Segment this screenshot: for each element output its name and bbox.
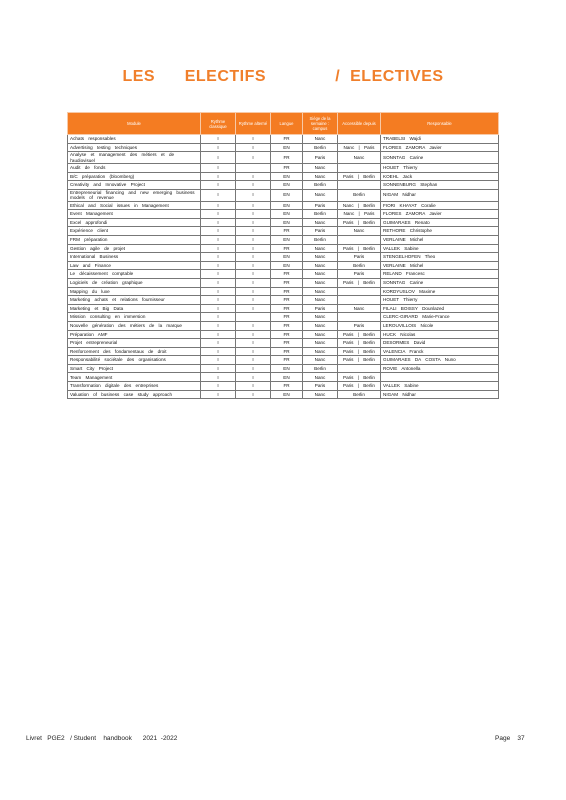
responsable-cell: FIORI KHAYAT Coralie xyxy=(381,201,499,210)
langue-cell: EN xyxy=(271,364,303,373)
siege-cell: Nanc xyxy=(303,253,338,262)
accessible-cell xyxy=(338,313,381,322)
siege-cell: Nanc xyxy=(303,261,338,270)
rythme-alterne-cell: I xyxy=(236,253,271,262)
rythme-alterne-cell: I xyxy=(236,135,271,144)
siege-cell: Paris xyxy=(303,201,338,210)
responsable-cell: RELAND Francesc xyxy=(381,270,499,279)
accessible-cell: Nanc xyxy=(338,304,381,313)
siege-cell: Nanc xyxy=(303,287,338,296)
module-cell: International Business xyxy=(68,253,201,262)
siege-cell: Paris xyxy=(303,152,338,164)
rythme-alterne-cell: I xyxy=(236,227,271,236)
table-row xyxy=(68,189,499,201)
responsable-cell: FLORES ZAMORA Javier xyxy=(381,143,499,152)
siege-cell: Nanc xyxy=(303,347,338,356)
table-row xyxy=(68,287,499,296)
siege-cell: Nanc xyxy=(303,390,338,399)
rythme-alterne-cell: I xyxy=(236,235,271,244)
table-row xyxy=(68,278,499,287)
siege-cell: Paris xyxy=(303,227,338,236)
rythme-alterne-cell: I xyxy=(236,210,271,219)
siege-cell: Nanc xyxy=(303,278,338,287)
rythme-classique-cell: I xyxy=(201,313,236,322)
table-row xyxy=(68,172,499,181)
module-cell: Entrepreneurial financing and new emerging business models of revenue xyxy=(68,189,201,201)
module-cell: Creativity and Innovative Project xyxy=(68,181,201,190)
rythme-classique-cell: I xyxy=(201,152,236,164)
accessible-cell xyxy=(338,235,381,244)
rythme-alterne-cell: I xyxy=(236,330,271,339)
langue-cell: FR xyxy=(271,287,303,296)
module-cell: Expérience client xyxy=(68,227,201,236)
table-row xyxy=(68,210,499,219)
accessible-cell xyxy=(338,296,381,305)
langue-cell: FR xyxy=(271,313,303,322)
rythme-classique-cell: I xyxy=(201,278,236,287)
rythme-alterne-cell: I xyxy=(236,287,271,296)
rythme-classique-cell: I xyxy=(201,135,236,144)
rythme-classique-cell: I xyxy=(201,287,236,296)
responsable-cell: ROVIE Antonella xyxy=(381,364,499,373)
responsable-cell: SONNTAG Carine xyxy=(381,278,499,287)
rythme-classique-cell: I xyxy=(201,261,236,270)
header-module: Module xyxy=(68,113,201,135)
rythme-alterne-cell: I xyxy=(236,321,271,330)
langue-cell: FR xyxy=(271,227,303,236)
page-title: LES ELECTIFS / ELECTIVES xyxy=(122,68,444,85)
table-row xyxy=(68,373,499,382)
accessible-cell: Nanc | Paris xyxy=(338,143,381,152)
rythme-classique-cell: I xyxy=(201,143,236,152)
langue-cell: FR xyxy=(271,296,303,305)
rythme-alterne-cell: I xyxy=(236,347,271,356)
siege-cell: Nanc xyxy=(303,244,338,253)
langue-cell: EN xyxy=(271,181,303,190)
table-row xyxy=(68,339,499,348)
responsable-cell: TRABELSI Wajdi xyxy=(381,135,499,144)
footer-page-number: Page 37 xyxy=(495,735,525,742)
siege-cell: Nanc xyxy=(303,189,338,201)
siege-cell: Nanc xyxy=(303,339,338,348)
rythme-alterne-cell: I xyxy=(236,181,271,190)
rythme-alterne-cell: I xyxy=(236,201,271,210)
module-cell: Renforcement des fondamentaux de droit xyxy=(68,347,201,356)
module-cell: B/C préparation (bloomberg) xyxy=(68,172,201,181)
table-row xyxy=(68,218,499,227)
langue-cell: EN xyxy=(271,172,303,181)
rythme-alterne-cell: I xyxy=(236,364,271,373)
rythme-classique-cell: I xyxy=(201,330,236,339)
responsable-cell: VALLEK Sabine xyxy=(381,382,499,391)
table-row xyxy=(68,321,499,330)
module-cell: Ethical and Social issues in Management xyxy=(68,201,201,210)
accessible-cell: Paris | Berlin xyxy=(338,172,381,181)
langue-cell: FR xyxy=(271,244,303,253)
module-cell: Marketing achats et relations fournisseur xyxy=(68,296,201,305)
module-cell: Analyse et management des métiers et de l'audiovisuel xyxy=(68,152,201,164)
rythme-alterne-cell: I xyxy=(236,296,271,305)
rythme-alterne-cell: I xyxy=(236,261,271,270)
siege-cell: Nanc xyxy=(303,296,338,305)
accessible-cell xyxy=(338,164,381,173)
table-header-row xyxy=(68,113,499,135)
table-row xyxy=(68,382,499,391)
siege-cell: Paris xyxy=(303,304,338,313)
module-cell: Projet entrepreneurial xyxy=(68,339,201,348)
accessible-cell: Paris | Berlin xyxy=(338,330,381,339)
rythme-alterne-cell: I xyxy=(236,356,271,365)
header-siege: Siège de la semaine : campus xyxy=(303,113,338,135)
responsable-cell: FLORES ZAMORA Javier xyxy=(381,210,499,219)
responsable-cell: SONNENBURG Stephan xyxy=(381,181,499,190)
siege-cell: Paris xyxy=(303,382,338,391)
responsable-cell: RETHORE Christophe xyxy=(381,227,499,236)
table-row xyxy=(68,261,499,270)
rythme-alterne-cell: I xyxy=(236,143,271,152)
rythme-alterne-cell: I xyxy=(236,270,271,279)
responsable-cell xyxy=(381,373,499,382)
accessible-cell: Berlin xyxy=(338,390,381,399)
rythme-classique-cell: I xyxy=(201,210,236,219)
accessible-cell: Paris | Berlin xyxy=(338,218,381,227)
table-body xyxy=(68,135,499,399)
accessible-cell xyxy=(338,364,381,373)
module-cell: Smart City Project xyxy=(68,364,201,373)
table-row xyxy=(68,181,499,190)
siege-cell: Nanc xyxy=(303,356,338,365)
rythme-classique-cell: I xyxy=(201,172,236,181)
table-row xyxy=(68,227,499,236)
module-cell: Advertising testing techniques xyxy=(68,143,201,152)
table-row xyxy=(68,304,499,313)
table-row xyxy=(68,201,499,210)
electives-table xyxy=(67,112,499,399)
rythme-alterne-cell: I xyxy=(236,244,271,253)
rythme-classique-cell: I xyxy=(201,390,236,399)
responsable-cell: GUIMARAES DA COSTA Nuno xyxy=(381,356,499,365)
footer-handbook-label: Livret PGE2 / Student handbook 2021 -2022 xyxy=(26,735,178,742)
accessible-cell: Paris xyxy=(338,270,381,279)
rythme-classique-cell: I xyxy=(201,189,236,201)
module-cell: Gestion agile de projet xyxy=(68,244,201,253)
accessible-cell: Paris | Berlin xyxy=(338,339,381,348)
responsable-cell: CLERC-GIRARD Marie-France xyxy=(381,313,499,322)
siege-cell: Berlin xyxy=(303,143,338,152)
accessible-cell: Nanc xyxy=(338,152,381,164)
module-cell: Le décaissement comptable xyxy=(68,270,201,279)
table-row xyxy=(68,390,499,399)
table-row xyxy=(68,244,499,253)
module-cell: Préparation AMF xyxy=(68,330,201,339)
table-row xyxy=(68,143,499,152)
table-row xyxy=(68,330,499,339)
responsable-cell: VERLAINE Michel xyxy=(381,261,499,270)
siege-cell: Berlin xyxy=(303,181,338,190)
langue-cell: FR xyxy=(271,278,303,287)
responsable-cell: GUIMARAES Renato xyxy=(381,218,499,227)
responsable-cell: VALENCIA Franck xyxy=(381,347,499,356)
langue-cell: FR xyxy=(271,356,303,365)
langue-cell: FR xyxy=(271,135,303,144)
langue-cell: EN xyxy=(271,390,303,399)
rythme-classique-cell: I xyxy=(201,227,236,236)
langue-cell: EN xyxy=(271,218,303,227)
rythme-alterne-cell: I xyxy=(236,304,271,313)
rythme-classique-cell: I xyxy=(201,244,236,253)
module-cell: Logiciels de création graphique xyxy=(68,278,201,287)
langue-cell: EN xyxy=(271,235,303,244)
responsable-cell: NIGAM Nidhar xyxy=(381,390,499,399)
module-cell: Excel approfondi xyxy=(68,218,201,227)
responsable-cell: KOEHL Jack xyxy=(381,172,499,181)
accessible-cell xyxy=(338,135,381,144)
module-cell: Event Management xyxy=(68,210,201,219)
accessible-cell: Nanc xyxy=(338,227,381,236)
rythme-classique-cell: I xyxy=(201,364,236,373)
rythme-classique-cell: I xyxy=(201,382,236,391)
rythme-alterne-cell: I xyxy=(236,172,271,181)
langue-cell: FR xyxy=(271,164,303,173)
rythme-classique-cell: I xyxy=(201,181,236,190)
accessible-cell xyxy=(338,287,381,296)
header-responsable: Responsable xyxy=(381,113,499,135)
siege-cell: Nanc xyxy=(303,270,338,279)
accessible-cell: Paris | Berlin xyxy=(338,278,381,287)
accessible-cell: Paris | Berlin xyxy=(338,347,381,356)
rythme-alterne-cell xyxy=(236,313,271,322)
responsable-cell: NIGAM Nidhar xyxy=(381,189,499,201)
table-row xyxy=(68,253,499,262)
langue-cell: FR xyxy=(271,382,303,391)
langue-cell: FR xyxy=(271,347,303,356)
responsable-cell: VERLAINE Michel xyxy=(381,235,499,244)
siege-cell: Berlin xyxy=(303,235,338,244)
rythme-classique-cell: I xyxy=(201,339,236,348)
rythme-alterne-cell: I xyxy=(236,189,271,201)
responsable-cell: LEROUVILLOIS Nicole xyxy=(381,321,499,330)
rythme-alterne-cell: I xyxy=(236,278,271,287)
module-cell: Audit de fonds xyxy=(68,164,201,173)
accessible-cell: Nanc | Berlin xyxy=(338,201,381,210)
rythme-classique-cell: I xyxy=(201,373,236,382)
rythme-classique-cell: I xyxy=(201,347,236,356)
rythme-classique-cell: I xyxy=(201,218,236,227)
siege-cell: Nanc xyxy=(303,172,338,181)
langue-cell: EN xyxy=(271,261,303,270)
module-cell: Valuation of business case study approach xyxy=(68,390,201,399)
siege-cell: Berlin xyxy=(303,364,338,373)
langue-cell: FR xyxy=(271,152,303,164)
responsable-cell: SONNTAG Carine xyxy=(381,152,499,164)
rythme-classique-cell: I xyxy=(201,235,236,244)
table-row xyxy=(68,152,499,164)
rythme-alterne-cell: I xyxy=(236,373,271,382)
langue-cell: EN xyxy=(271,253,303,262)
rythme-alterne-cell: I xyxy=(236,390,271,399)
responsable-cell: DESORMES David xyxy=(381,339,499,348)
siege-cell: Nanc xyxy=(303,321,338,330)
accessible-cell: Paris | Berlin xyxy=(338,382,381,391)
langue-cell: EN xyxy=(271,210,303,219)
rythme-classique-cell: I xyxy=(201,304,236,313)
accessible-cell: Berlin xyxy=(338,261,381,270)
siege-cell: Nanc xyxy=(303,218,338,227)
responsable-cell: HOUET Thierry xyxy=(381,164,499,173)
table-row xyxy=(68,347,499,356)
accessible-cell: Paris xyxy=(338,253,381,262)
table-row xyxy=(68,164,499,173)
siege-cell: Nanc xyxy=(303,313,338,322)
table-row xyxy=(68,313,499,322)
accessible-cell: Berlin xyxy=(338,189,381,201)
siege-cell: Nanc xyxy=(303,135,338,144)
module-cell: Achats responsables xyxy=(68,135,201,144)
langue-cell: FR xyxy=(271,304,303,313)
module-cell: Nouvelle génération des métiers de la marque xyxy=(68,321,201,330)
rythme-alterne-cell: I xyxy=(236,382,271,391)
rythme-classique-cell: I xyxy=(201,270,236,279)
accessible-cell xyxy=(338,181,381,190)
rythme-classique-cell: I xyxy=(201,201,236,210)
responsable-cell: HOUET Thierry xyxy=(381,296,499,305)
responsable-cell: STENGELHOFEN Theo xyxy=(381,253,499,262)
rythme-alterne-cell: I xyxy=(236,152,271,164)
langue-cell: EN xyxy=(271,143,303,152)
siege-cell: Nanc xyxy=(303,164,338,173)
langue-cell: EN xyxy=(271,189,303,201)
module-cell: Mission consulting en immersion xyxy=(68,313,201,322)
responsable-cell: FILALI BOISSY Dounlazed xyxy=(381,304,499,313)
module-cell: Mapping du luxe xyxy=(68,287,201,296)
rythme-classique-cell: I xyxy=(201,321,236,330)
header-rythme-alterne: Rythme alterné xyxy=(236,113,271,135)
table-row xyxy=(68,356,499,365)
rythme-classique-cell: I xyxy=(201,296,236,305)
header-rythme-classique: Rythme classique xyxy=(201,113,236,135)
module-cell: Law and Finance xyxy=(68,261,201,270)
responsable-cell: VALLEK Sabine xyxy=(381,244,499,253)
module-cell: Transformation digitale des entreprises xyxy=(68,382,201,391)
accessible-cell: Paris | Berlin xyxy=(338,356,381,365)
table-row xyxy=(68,296,499,305)
rythme-alterne-cell: I xyxy=(236,339,271,348)
rythme-alterne-cell xyxy=(236,164,271,173)
langue-cell: FR xyxy=(271,339,303,348)
table-row xyxy=(68,135,499,144)
module-cell: Marketing et Big Data xyxy=(68,304,201,313)
header-langue: Langue xyxy=(271,113,303,135)
langue-cell: EN xyxy=(271,201,303,210)
accessible-cell: Paris | Berlin xyxy=(338,244,381,253)
langue-cell: FR xyxy=(271,321,303,330)
langue-cell: FR xyxy=(271,330,303,339)
rythme-classique-cell: I xyxy=(201,356,236,365)
langue-cell: EN xyxy=(271,373,303,382)
responsable-cell: KORDYUSLOV Maxime xyxy=(381,287,499,296)
rythme-classique-cell: I xyxy=(201,164,236,173)
accessible-cell: Paris xyxy=(338,321,381,330)
accessible-cell: Paris | Berlin xyxy=(338,373,381,382)
siege-cell: Nanc xyxy=(303,373,338,382)
siege-cell: Berlin xyxy=(303,210,338,219)
module-cell: Responsabilité sociétale des organisations xyxy=(68,356,201,365)
siege-cell: Nanc xyxy=(303,330,338,339)
rythme-alterne-cell: I xyxy=(236,218,271,227)
langue-cell: FR xyxy=(271,270,303,279)
header-accessible: Accessible depuis xyxy=(338,113,381,135)
responsable-cell: HUCK Nicolas xyxy=(381,330,499,339)
accessible-cell: Nanc | Paris xyxy=(338,210,381,219)
module-cell: FRM préparation xyxy=(68,235,201,244)
table-row xyxy=(68,235,499,244)
rythme-classique-cell: I xyxy=(201,253,236,262)
table-row xyxy=(68,364,499,373)
table-row xyxy=(68,270,499,279)
module-cell: Team Management xyxy=(68,373,201,382)
